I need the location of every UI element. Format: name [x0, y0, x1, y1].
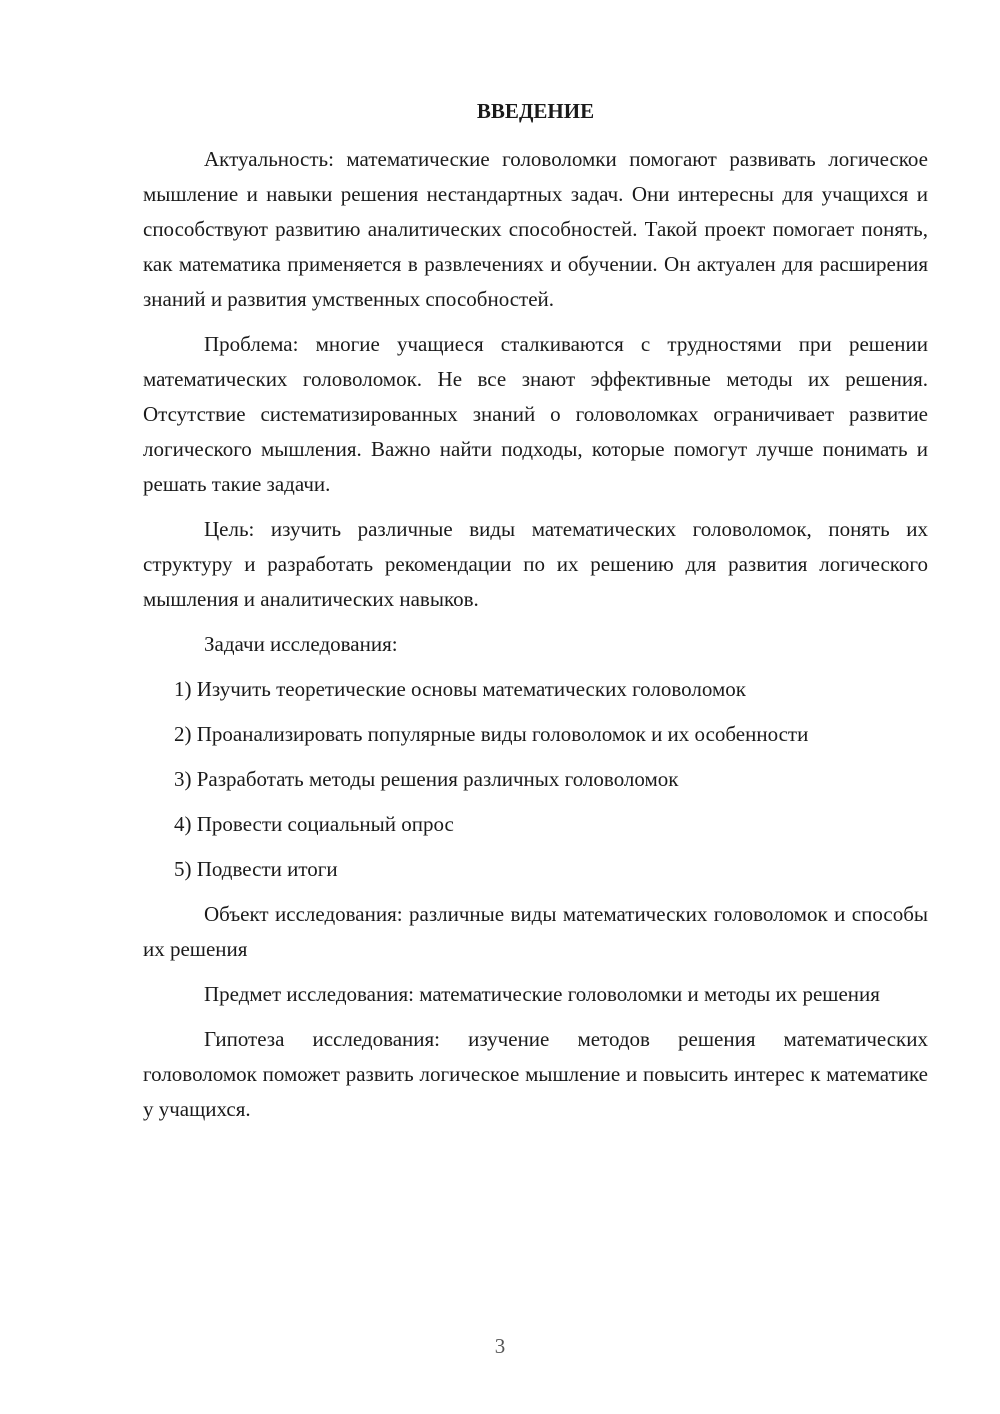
paragraph-relevance: Актуальность: математические головоломки помогают развивать логическое мышление и навыки решения нестандартных задач. Они интересны для учащихся и способствуют развитию аналитических способностей. Такой проект помогает понять, как математика применяется в развлечениях и обучении. Он актуален для расширения знаний и развития умственных способностей. [143, 147, 928, 311]
page-number: 3 [494, 1334, 506, 1358]
task-item-1: 1) Изучить теоретические основы математических головоломок [174, 677, 746, 701]
paragraph-object: Объект исследования: различные виды математических головоломок и способы их решения [143, 902, 928, 961]
task-item-3: 3) Разработать методы решения различных головоломок [174, 767, 679, 791]
document-body [143, 142, 928, 1137]
task-item-4: 4) Провести социальный опрос [174, 812, 454, 836]
paragraph-subject: Предмет исследования: математические головоломки и методы их решения [204, 982, 880, 1006]
paragraph-problem: Проблема: многие учащиеся сталкиваются с трудностями при решении математических головоломок. Не все знают эффективные методы их решения. Отсутствие систематизированных знаний о головоломках ограничивает развитие логического мышления. Важно найти подходы, которые помогут лучше понимать и решать такие задачи. [143, 332, 928, 496]
tasks-heading: Задачи исследования: [204, 632, 398, 656]
section-title: ВВЕДЕНИЕ [476, 99, 595, 123]
task-item-2: 2) Проанализировать популярные виды головоломок и их особенности [174, 722, 809, 746]
paragraph-hypothesis: Гипотеза исследования: изучение методов решения математических головоломок поможет развить логическое мышление и повысить интерес к математике у учащихся. [143, 1027, 928, 1121]
paragraph-goal: Цель: изучить различные виды математических головоломок, понять их структуру и разработать рекомендации по их решению для развития логического мышления и аналитических навыков. [143, 517, 928, 611]
task-item-5: 5) Подвести итоги [174, 857, 338, 881]
